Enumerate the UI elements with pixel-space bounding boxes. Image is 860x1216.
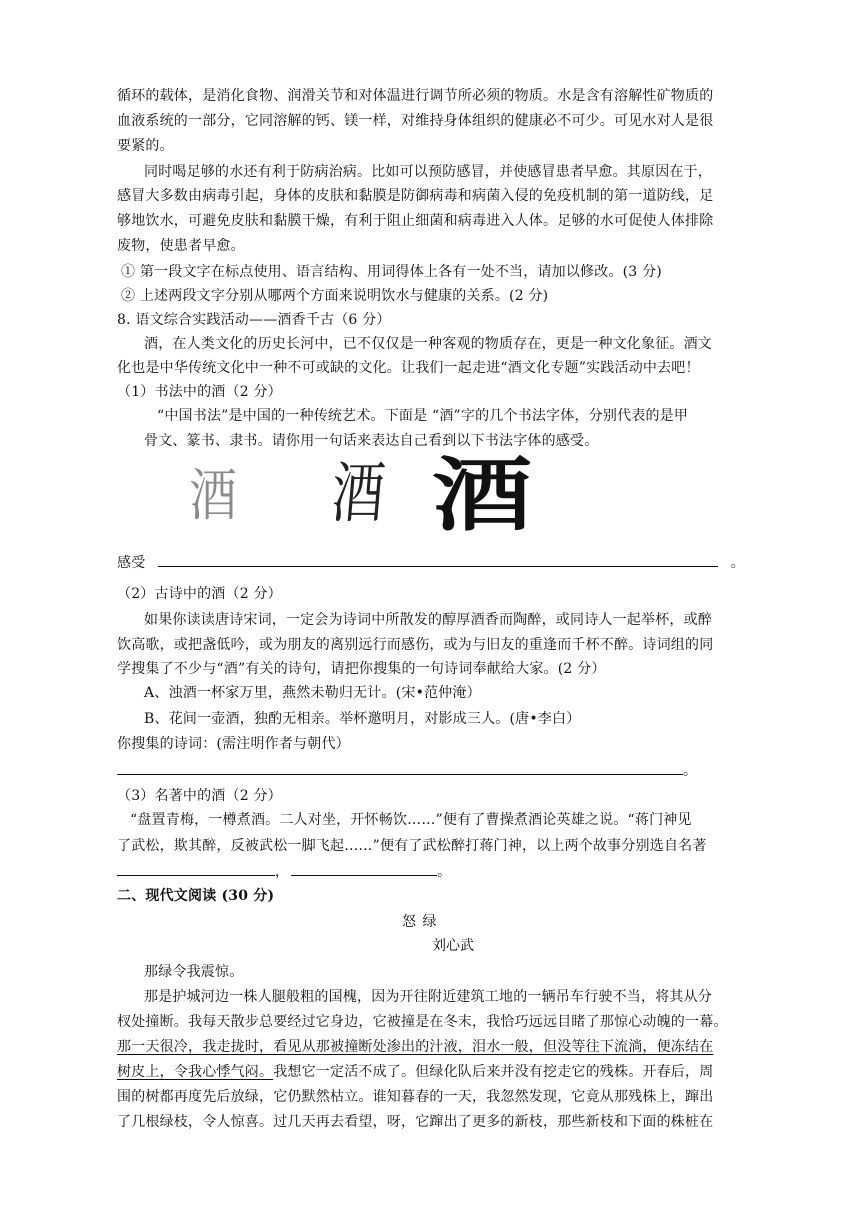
feeling-answer-blank[interactable] bbox=[158, 552, 718, 567]
article-para2-line4 bbox=[117, 1062, 713, 1082]
para1-line2: 血液系统的一部分，它同溶解的钙、镁一样，对维持身体组织的健康必不可少。可见水对人是很 bbox=[117, 113, 714, 129]
para1-line1: 循环的载体，是消化食物、润滑关节和对体温进行调节所必须的物质。水是含有溶解性矿物质的 bbox=[117, 88, 714, 104]
para2-line2: 感冒大多数由病毒引起，身体的皮肤和黏膜是防御病毒和病菌入侵的免疫机制的第一道防线，足 bbox=[117, 188, 714, 204]
section-2-heading: 二、现代文阅读 (30 分) bbox=[117, 888, 275, 904]
poem-example-b: B、花间一壶酒，独酌无相亲。举杯邀明月，对影成三人。(唐•李白） bbox=[144, 711, 581, 727]
classics-text-line1: “盘置青梅，一樽煮酒。二人对坐，开怀畅饮……”便有了曹操煮酒论英雄之说。“蒋门神见 bbox=[130, 812, 692, 828]
poem-example-a: A、浊酒一杯家万里，燕然未勒归无计。(宋•范仲淹） bbox=[144, 685, 481, 701]
article-para2-line5: 围的树都再度先后放绿，它仍默然枯立。谁知暮春的一天，我忽然发现，它竟从那残株上，蹿出 bbox=[117, 1089, 714, 1105]
classics-blank-1[interactable] bbox=[117, 861, 275, 876]
calligraphy-samples bbox=[180, 449, 560, 542]
subsection-classics-title: （3）名著中的酒（2 分） bbox=[117, 788, 282, 804]
poetry-text-line1: 如果你读读唐诗宋词，一定会为诗词中所散发的醇厚酒香而陶醉，或同诗人一起举杯，或醉 bbox=[144, 612, 712, 628]
classics-period: 。 bbox=[437, 864, 452, 880]
article-para2-line2: 杈处撞断。我每天散步总要经过它身边，它被撞是在冬末，我恰巧远远目睹了那惊心动魄的一幕。 bbox=[117, 1014, 728, 1030]
feeling-answer-line bbox=[117, 552, 745, 573]
classics-blank-2[interactable] bbox=[291, 861, 437, 876]
article-title: 怒 绿 bbox=[402, 914, 438, 930]
question-8-title: 8. 语文综合实践活动——酒香千古（6 分） bbox=[117, 312, 391, 328]
article-para1: 那绿令我震惊。 bbox=[144, 964, 244, 980]
feeling-label: 感受 bbox=[117, 555, 146, 571]
subsection-calligraphy-title: （1）书法中的酒（2 分） bbox=[117, 384, 282, 400]
article-para2-line1: 那是护城河边一株人腿般粗的国槐，因为开往附近建筑工地的一辆吊车行驶不当，将其从分 bbox=[144, 989, 712, 1005]
para2-line3: 够地饮水，可避免皮肤和黏膜干燥，有利于阻止细菌和病毒进入人体。足够的水可促使人体排除 bbox=[117, 213, 714, 229]
question-8-intro-line1: 酒，在人类文化的历史长河中，已不仅仅是一种客观的物质存在，更是一种文化象征。酒文 bbox=[144, 336, 712, 352]
seal-script-jiu-glyph: 酒 bbox=[328, 455, 388, 532]
collected-poem-blank[interactable] bbox=[117, 760, 683, 775]
article-author: 刘心武 bbox=[432, 938, 474, 954]
question-8-intro-line2: 化也是中华传统文化中一种不可或缺的文化。让我们一起走进“酒文化专题”实践活动中去吧！ bbox=[117, 360, 700, 376]
underlined-sentence-end: 树皮上，令我心悸气闷。 bbox=[117, 1064, 274, 1080]
calligraphy-text-line1: “中国书法”是中国的一种传统艺术。下面是 “酒”字的几个书法字体，分别代表的是甲 bbox=[157, 408, 689, 424]
poetry-text-line3: 学搜集了不少与“酒”有关的诗句，请把你搜集的一句诗词奉献给大家。(2 分） bbox=[117, 661, 606, 677]
para2-line1: 同时喝足够的水还有利于防病治病。比如可以预防感冒，并使感冒患者早愈。其原因在于， bbox=[144, 164, 712, 180]
subsection-poetry-title: （2）古诗中的酒（2 分） bbox=[117, 586, 282, 602]
question-7-1: ① 第一段文字在标点使用、语言结构、用词得体上各有一处不当，请加以修改。(3 分) bbox=[121, 264, 662, 280]
article-para2-line6: 了几根绿枝，令人惊喜。过几天再去看望，呀，它蹿出了更多的新枝，那些新枝和下面的株桩在 bbox=[117, 1114, 714, 1130]
collected-poem-prompt: 你搜集的诗词：(需注明作者与朝代） bbox=[117, 736, 350, 752]
para1-line3: 要紧的。 bbox=[117, 138, 174, 154]
calligraphy-text-line2: 骨文、篆书、隶书。请你用一句话来表达自己看到以下书法字体的感受。 bbox=[144, 433, 599, 449]
article-para2-line3-underlined: 那一天很冷，我走拢时，看见从那被撞断处渗出的汁液，泪水一般，但没等往下流淌，便冻结在 bbox=[117, 1039, 714, 1055]
poetry-text-line2: 饮高歌，或把盏低吟，或为朋友的离别远行而感伤，或为与旧友的重逢而千杯不醉。诗词组的同 bbox=[117, 637, 714, 653]
oracle-bone-jiu-glyph: 酒 bbox=[189, 464, 237, 529]
clerical-script-jiu-glyph: 酒 bbox=[432, 449, 532, 542]
question-7-2: ② 上述两段文字分别从哪两个方面来说明饮水与健康的关系。(2 分) bbox=[121, 288, 549, 304]
classics-answer-line bbox=[117, 861, 451, 882]
collected-poem-answer-line bbox=[117, 760, 697, 781]
feeling-period: 。 bbox=[730, 555, 745, 571]
classics-comma: ， bbox=[275, 864, 290, 880]
para2-line4-rest: 我想它一定活不成了。但绿化队后来并没有挖走它的残株。开春后，周 bbox=[273, 1064, 714, 1080]
collected-poem-period: 。 bbox=[683, 763, 698, 779]
classics-text-line2: 了武松，欺其醉，反被武松一脚飞起……”便有了武松醉打蒋门神，以上两个故事分别选自名著 bbox=[117, 838, 707, 854]
para2-line4: 废物，使患者早愈。 bbox=[117, 238, 245, 254]
